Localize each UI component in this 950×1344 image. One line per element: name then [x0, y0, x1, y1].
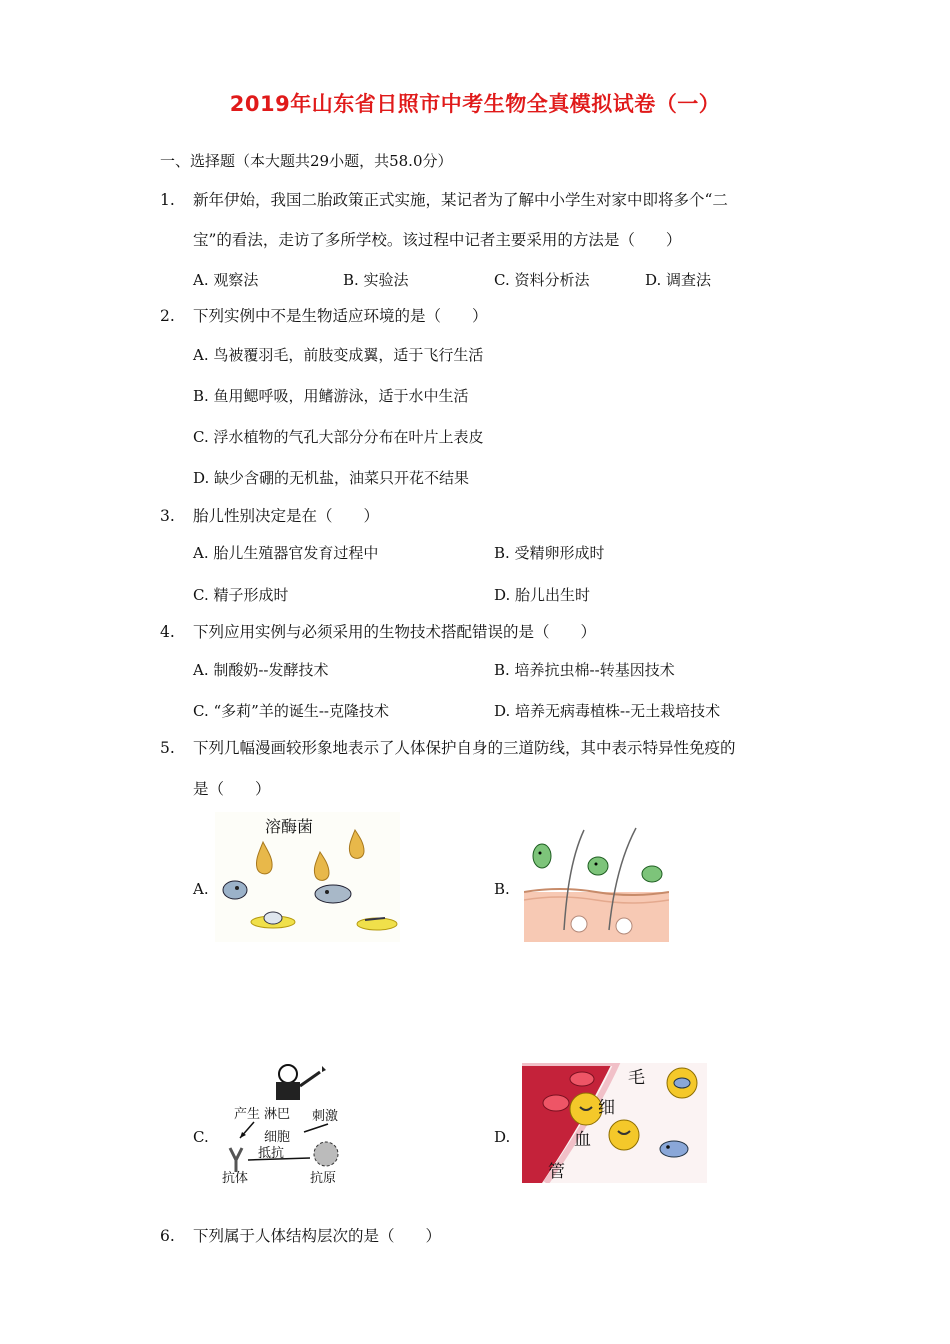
label-antigen: 抗原 [310, 1171, 337, 1186]
page-title: 2019年山东省日照市中考生物全真模拟试卷（一） [229, 92, 721, 116]
figure-b-skin-barrier-cartoon [524, 820, 669, 942]
option-d[interactable]: D. 胎儿出生时 [494, 586, 591, 604]
option-d[interactable]: D. 缺少含硼的无机盐，油菜只开花不结果 [193, 469, 470, 487]
option-c[interactable]: C. 资料分析法 [494, 271, 590, 289]
figure-b-label[interactable]: B. [494, 880, 510, 898]
question-stem: 下列属于人体结构层次的是（ ） [193, 1227, 442, 1245]
label-lymph: 淋巴 [264, 1107, 291, 1122]
question-number: 6. [160, 1227, 175, 1245]
figure-d-capillary-cartoon [522, 1063, 707, 1183]
option-d[interactable]: D. 调查法 [645, 271, 712, 289]
label-antibody: 抗体 [222, 1171, 249, 1186]
question-stem: 胎儿性别决定是在（ ） [193, 507, 380, 525]
option-b[interactable]: B. 培养抗虫棉--转基因技术 [494, 661, 675, 679]
question-number: 2. [160, 307, 175, 325]
figure-c-lymphocyte-diagram [218, 1062, 363, 1187]
label-cell: 细胞 [264, 1130, 291, 1145]
option-b[interactable]: B. 实验法 [343, 271, 409, 289]
question-stem: 新年伊始，我国二胎政策正式实施，某记者为了解中小学生对家中即将多个“二 [193, 191, 728, 209]
question-number: 3. [160, 507, 175, 525]
question-number: 4. [160, 623, 175, 641]
option-c[interactable]: C. 精子形成时 [193, 586, 289, 604]
label-guan: 管 [548, 1162, 565, 1182]
lysozyme-label: 溶酶菌 [265, 817, 314, 836]
figure-c-label[interactable]: C. [193, 1128, 209, 1146]
option-a[interactable]: A. 胎儿生殖器官发育过程中 [193, 544, 379, 562]
question-stem: 下列几幅漫画较形象地表示了人体保护自身的三道防线，其中表示特异性免疫的 [193, 739, 736, 757]
figure-d-label[interactable]: D. [494, 1128, 511, 1146]
question-stem: 下列应用实例与必须采用的生物技术搭配错误的是（ ） [193, 623, 597, 641]
question-stem: 是（ ） [193, 780, 271, 798]
question-stem: 宝”的看法，走访了多所学校。该过程中记者主要采用的方法是（ ） [193, 231, 682, 249]
label-produce: 产生 [234, 1107, 261, 1122]
option-b[interactable]: B. 受精卵形成时 [494, 544, 605, 562]
label-mao: 毛 [628, 1068, 645, 1088]
figure-a-label[interactable]: A. [193, 880, 209, 898]
option-a[interactable]: A. 观察法 [193, 271, 259, 289]
option-a[interactable]: A. 制酸奶--发酵技术 [193, 661, 329, 679]
question-number: 5. [160, 739, 175, 757]
question-number: 1. [160, 191, 175, 209]
question-stem: 下列实例中不是生物适应环境的是（ ） [193, 307, 488, 325]
option-c[interactable]: C. 浮水植物的气孔大部分分布在叶片上表皮 [193, 428, 484, 446]
option-d[interactable]: D. 培养无病毒植株--无土栽培技术 [494, 702, 721, 720]
option-a[interactable]: A. 鸟被覆羽毛，前肢变成翼，适于飞行生活 [193, 346, 484, 364]
label-resist: 抵抗 [258, 1146, 285, 1161]
label-xi: 细 [598, 1098, 615, 1118]
section-heading: 一、选择题（本大题共29小题，共58.0分） [160, 152, 453, 170]
label-stimulate: 刺激 [312, 1109, 339, 1124]
option-b[interactable]: B. 鱼用鳃呼吸，用鳍游泳，适于水中生活 [193, 387, 469, 405]
label-xue: 血 [574, 1130, 591, 1150]
option-c[interactable]: C. “多莉”羊的诞生--克隆技术 [193, 702, 389, 720]
figure-a-lysozyme-cartoon [215, 812, 400, 942]
